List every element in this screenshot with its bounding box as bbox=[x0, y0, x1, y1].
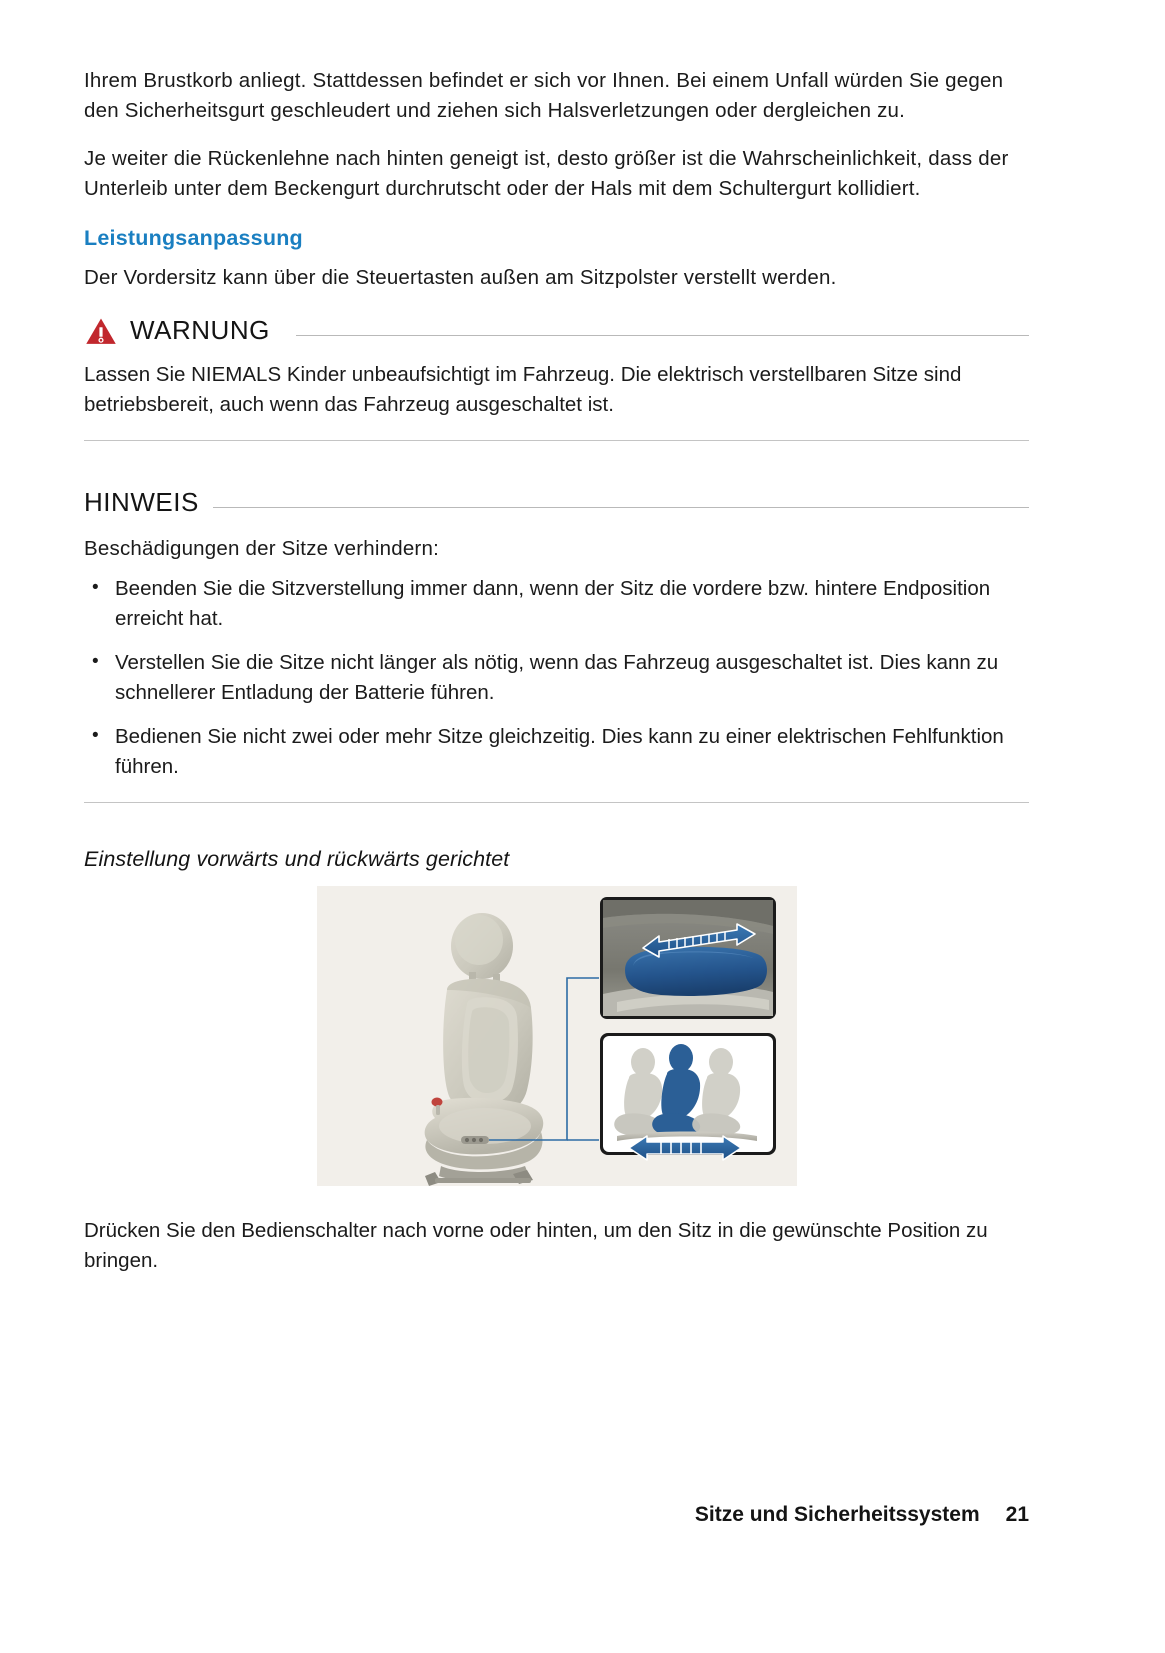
warning-title: WARNUNG bbox=[130, 315, 270, 345]
seat-illustration-svg bbox=[317, 886, 797, 1186]
intro-paragraph-2: Je weiter die Rückenlehne nach hinten geneigt ist, desto größer ist die Wahrscheinlichkeit, dass der Unterleib unter dem Beckengurt durchrutscht oder der Hals mit dem Schultergurt kollidiert. bbox=[84, 147, 1009, 200]
seat-control-switch bbox=[461, 1136, 489, 1144]
page-footer bbox=[695, 1503, 1029, 1527]
notice-lead: Beschädigungen der Sitze verhindern: bbox=[84, 537, 439, 560]
warning-header bbox=[84, 315, 1029, 346]
notice-header bbox=[84, 487, 1029, 518]
notice-bottom-divider bbox=[84, 802, 1029, 803]
switch-detail-panel bbox=[600, 897, 776, 1019]
seat-positions-panel bbox=[600, 1033, 776, 1160]
section-heading-leistungsanpassung: Leistungsanpassung bbox=[84, 226, 303, 250]
section-paragraph: Der Vordersitz kann über die Steuertasten außen am Sitzpolster verstellt werden. bbox=[84, 266, 837, 289]
list-item: • Verstellen Sie die Sitze nicht länger als nötig, wenn das Fahrzeug ausgeschaltet ist. Dies kann zu schnellerer Entladung der Batterie führen. bbox=[84, 648, 1029, 708]
list-item: • Beenden Sie die Sitzverstellung immer dann, wenn der Sitz die vordere bzw. hintere Endposition erreicht hat. bbox=[84, 574, 1029, 634]
warning-bottom-divider bbox=[84, 440, 1029, 441]
figure-heading: Einstellung vorwärts und rückwärts gerichtet bbox=[84, 847, 510, 871]
notice-rule bbox=[213, 507, 1029, 508]
closing-paragraph: Drücken Sie den Bedienschalter nach vorne oder hinten, um den Sitz in die gewünschte Position zu bringen. bbox=[84, 1219, 988, 1272]
warning-triangle-icon bbox=[84, 316, 118, 346]
footer-page-number: 21 bbox=[1005, 1503, 1029, 1526]
intro-paragraph-1: Ihrem Brustkorb anliegt. Stattdessen befindet er sich vor Ihnen. Bei einem Unfall würden Sie gegen den Sicherheitsgurt geschleudert und ziehen sich Halsverletzungen oder dergleichen zu. bbox=[84, 69, 1004, 122]
notice-title: HINWEIS bbox=[84, 487, 199, 517]
footer-chapter-title: Sitze und Sicherheitssystem bbox=[694, 1503, 980, 1526]
seat-adjustment-illustration bbox=[317, 886, 797, 1186]
warning-body: Lassen Sie NIEMALS Kinder unbeaufsichtigt im Fahrzeug. Die elektrisch verstellbaren Sitze sind betriebsbereit, auch wenn das Fahrzeug ausgeschaltet ist. bbox=[84, 363, 962, 416]
figure-wrapper bbox=[84, 886, 1029, 1186]
notice-bullet-list bbox=[84, 574, 1029, 782]
list-item: • Bedienen Sie nicht zwei oder mehr Sitze gleichzeitig. Dies kann zu einer elektrischen Fehlfunktion führen. bbox=[84, 722, 1029, 782]
warning-rule bbox=[296, 335, 1029, 336]
